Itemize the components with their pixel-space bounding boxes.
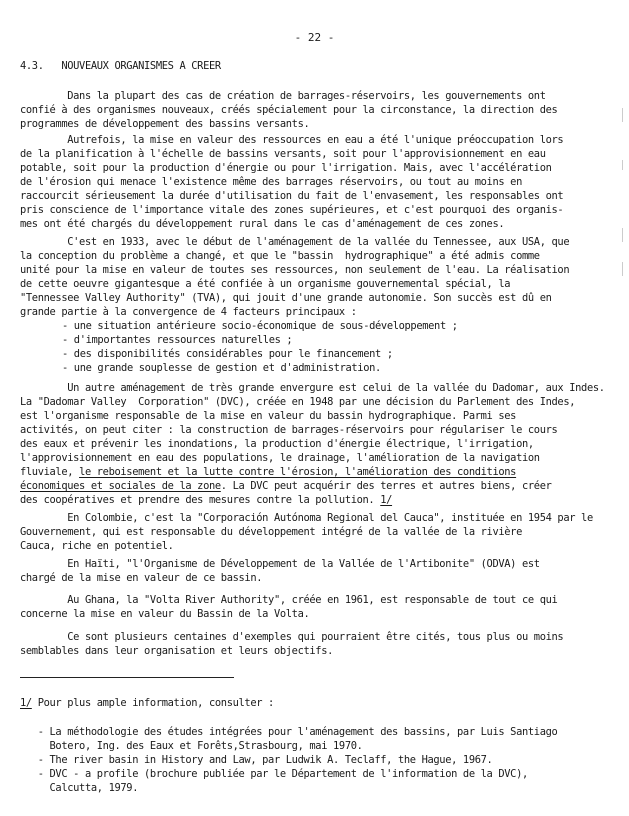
underlined-text: économiques et sociales de la zone	[20, 480, 221, 492]
paragraph-line	[20, 493, 392, 507]
paragraph-line: En Colombie, c'est la "Corporación Autónoma Regional del Cauca", instituée en 1954 par le	[20, 512, 593, 524]
factor-item: - des disponibilités considérables pour le financement ;	[62, 348, 393, 360]
paragraph-line: de l'érosion qui menace l'existence même des barrages réservoirs, ou tout au moins en	[20, 176, 522, 188]
page-number: - 22 -	[294, 31, 335, 44]
paragraph-line: des eaux et prévenir les inondations, la production d'énergie électrique, l'irrigation,	[20, 438, 534, 450]
paragraph-line: La "Dadomar Valley Corporation" (DVC), créée en 1948 par une décision du Parlement des Indes,	[20, 396, 576, 408]
paragraph-line: l'approvisionnement en eau des populations, le drainage, l'amélioration de la navigation	[20, 452, 540, 464]
section-title: NOUVEAUX ORGANISMES A CREER	[61, 60, 221, 72]
scan-speck	[622, 228, 623, 242]
section-number: 4.3.	[20, 60, 44, 72]
paragraph-line: programmes de développement des bassins versants.	[20, 118, 310, 130]
paragraph-line: concerne la mise en valeur du Bassin de la Volta.	[20, 608, 310, 620]
paragraph-line: Gouvernement, qui est responsable du développement intégré de la vallée de la rivière	[20, 526, 522, 538]
reference-item: - The river basin in History and Law, par Ludwik A. Teclaff, the Hague, 1967.	[20, 754, 493, 766]
scan-speck	[622, 160, 623, 170]
paragraph-line: Cauca, riche en potentiel.	[20, 540, 174, 552]
paragraph-line: grande partie à la convergence de 4 facteurs principaux :	[20, 306, 357, 318]
footnote-marker: 1/	[20, 697, 32, 709]
paragraph-line: En Haïti, "l'Organisme de Développement de la Vallée de l'Artibonite" (ODVA) est	[20, 558, 540, 570]
factor-item: - une grande souplesse de gestion et d'administration.	[62, 362, 381, 374]
section-heading	[20, 59, 221, 73]
paragraph-line: potable, soit pour la production d'énergie ou pour l'irrigation. Mais, avec l'accélération	[20, 162, 552, 174]
paragraph-line: Au Ghana, la "Volta River Authority", créée en 1961, est responsable de tout ce qui	[20, 594, 558, 606]
text-run: fluviale,	[20, 466, 80, 478]
paragraph-line: Un autre aménagement de très grande envergure est celui de la vallée du Dadomar, aux Indes.	[20, 382, 605, 394]
paragraph-line: pris conscience de l'importance vitale des zones supérieures, et c'est pourquoi des organis-	[20, 204, 564, 216]
paragraph-line: activités, on peut citer : la construction de barrages-réservoirs pour régulariser le cours	[20, 424, 558, 436]
text-run: Pour plus ample information, consulter :	[31, 697, 274, 709]
paragraph-line: confié à des organismes nouveaux, créés spécialement pour la circonstance, la direction des	[20, 104, 558, 116]
factor-item: - d'importantes ressources naturelles ;	[62, 334, 293, 346]
paragraph-line: Ce sont plusieurs centaines d'exemples qui pourraient être cités, tous plus ou moins	[20, 631, 564, 643]
paragraph-line: raccourcit sérieusement la durée d'utilisation du fait de l'envasement, les responsables ont	[20, 190, 564, 202]
scan-speck	[622, 108, 623, 122]
paragraph-line: semblables dans leur organisation et leurs objectifs.	[20, 645, 334, 657]
paragraph-line	[20, 465, 516, 479]
reference-item: - DVC - a profile (brochure publiée par le Département de l'information de la DVC),	[20, 768, 528, 780]
paragraph-line: unité pour la mise en valeur de toutes ses ressources, non seulement de l'eau. La réalisation	[20, 264, 570, 276]
reference-item: - La méthodologie des études intégrées pour l'aménagement des bassins, par Luis Santiago	[20, 726, 558, 738]
footnote-intro	[20, 696, 274, 710]
reference-item: Calcutta, 1979.	[20, 782, 139, 794]
text-run: . La DVC peut acquérir des terres et autres biens, créer	[220, 480, 552, 492]
paragraph-line: est l'organisme responsable de la mise en valeur du bassin hydrographique. Parmi ses	[20, 410, 517, 422]
footnote-separator	[20, 677, 234, 678]
underlined-text: le reboisement et la lutte contre l'érosion, l'amélioration des conditions	[79, 466, 517, 478]
paragraph-line: la conception du problème a changé, et que le "bassin hydrographique" a été admis comme	[20, 250, 540, 262]
paragraph-line	[20, 479, 552, 493]
reference-item: Botero, Ing. des Eaux et Forêts,Strasbourg, mai 1970.	[20, 740, 363, 752]
text-run: des coopératives et prendre des mesures contre la pollution.	[20, 494, 381, 506]
factor-item: - une situation antérieure socio-économique de sous-développement ;	[62, 320, 458, 332]
paragraph-line: C'est en 1933, avec le début de l'aménagement de la vallée du Tennessee, aux USA, que	[20, 236, 570, 248]
footnote-reference[interactable]: 1/	[380, 494, 393, 506]
paragraph-line: mes ont été chargés du développement rural dans le cas d'aménagement de ces zones.	[20, 218, 505, 230]
scan-speck	[622, 262, 623, 276]
paragraph-line: Autrefois, la mise en valeur des ressources en eau a été l'unique préoccupation lors	[20, 134, 564, 146]
paragraph-line: "Tennessee Valley Authority" (TVA), qui jouit d'une grande autonomie. Son succès est dû en	[20, 292, 552, 304]
paragraph-line: chargé de la mise en valeur de ce bassin.	[20, 572, 263, 584]
paragraph-line: de la planification à l'échelle de bassins versants, soit pour l'approvisionnement en eau	[20, 148, 546, 160]
paragraph-line: Dans la plupart des cas de création de barrages-réservoirs, les gouvernements ont	[20, 90, 546, 102]
paragraph-line: de cette oeuvre gigantesque a été confiée à un organisme gouvernemental spécial, la	[20, 278, 511, 290]
